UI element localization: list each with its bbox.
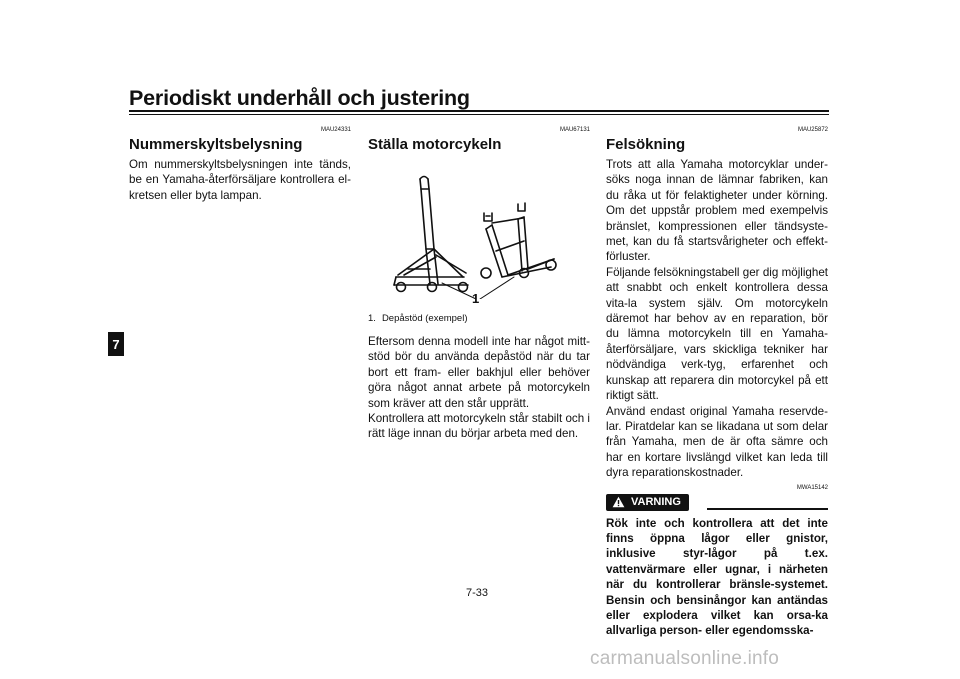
section-heading: Felsökning — [606, 136, 686, 153]
caption-text: Depåstöd (exempel) — [381, 313, 468, 324]
section-license-light — [129, 126, 351, 203]
section-troubleshooting — [606, 126, 828, 639]
paddock-stand-illustration — [368, 159, 590, 306]
paragraph: Använd endast original Yamaha reservde-lar. Piratdelar kan se likadana ut som delar från Yamaha, men de är ofta sämre och har en kortare livslängd vilket kan leda till dyra reparationskostnader. — [606, 404, 828, 480]
warning-header — [606, 494, 828, 511]
paragraph: Om nummerskyltsbelysningen inte tänds, be en Yamaha-återförsäljare kontrollera el-kretsen eller byta lampan. — [129, 158, 351, 202]
header-rule-thin — [129, 114, 829, 115]
section-code: MAU25872 — [797, 127, 828, 133]
paragraph: Eftersom denna modell inte har något mitt-stöd bör du använda depåstöd när du tar bort ett fram- eller bakhjul eller behöver göra något annat arbete på motorcykeln som kräver att den står upprätt. — [368, 335, 590, 410]
header-rule-thick — [129, 110, 829, 112]
warning-badge — [606, 494, 689, 511]
section-heading: Nummerskyltsbelysning — [129, 136, 303, 153]
warning-rule — [707, 508, 828, 510]
paragraph: Kontrollera att motorcykeln står stabilt och i rätt läge innan du börjar arbeta med den. — [368, 412, 590, 441]
section-code: MAU24331 — [320, 127, 351, 133]
page-number: 7-33 — [466, 587, 489, 599]
figure-caption — [368, 313, 590, 324]
section-heading: Ställa motorcykeln — [368, 136, 502, 153]
section-code: MAU67131 — [559, 127, 590, 133]
paragraph: Följande felsökningstabell ger dig möjlighet att snabbt och enkelt kontrollera dessa vita-la system själv. Om motorcykeln däremot har behov av en reparation, bör du lämna motorcykeln till en Yamaha-återförsäljare, vars skickliga tekniker har nödvändiga verk-tyg, erfarenhet och kunskap att reparera din motorcykel på ett riktigt sätt. — [606, 265, 828, 403]
paddock-stand-drawing — [368, 159, 590, 299]
page-title: Periodiskt underhåll och justering — [129, 86, 470, 110]
warning-text: Rök inte och kontrollera att det inte finns öppna lågor eller gnistor, inklusive styr-lågor på t.ex. vattenvärmare eller ugnar, i närheten när du kontrollerar bränsle-systemet. Bensin och bensinångor kan antändas eller explodera vilket kan orsa-ka allvarliga person- eller egendomsska- — [606, 516, 828, 638]
warning-triangle-icon — [612, 496, 625, 508]
paragraph: Trots att alla Yamaha motorcyklar under-söks noga innan de lämnar fabriken, kan du råka ut för felaktigheter under körning. Om det uppstår problem med exempelvis bränslet, kompressionen eller tändsyste-met, kan du få startsvårigheter och effekt-förluster. — [606, 158, 828, 264]
chapter-tab: 7 — [108, 332, 124, 356]
warning-code: MWA15142 — [796, 484, 828, 491]
section-stand — [368, 126, 590, 442]
figure-callout: 1 — [472, 291, 480, 306]
warning-label: VARNING — [631, 496, 681, 509]
caption-number: 1. — [368, 313, 376, 324]
watermark: carmanualsonline.info — [590, 648, 780, 669]
